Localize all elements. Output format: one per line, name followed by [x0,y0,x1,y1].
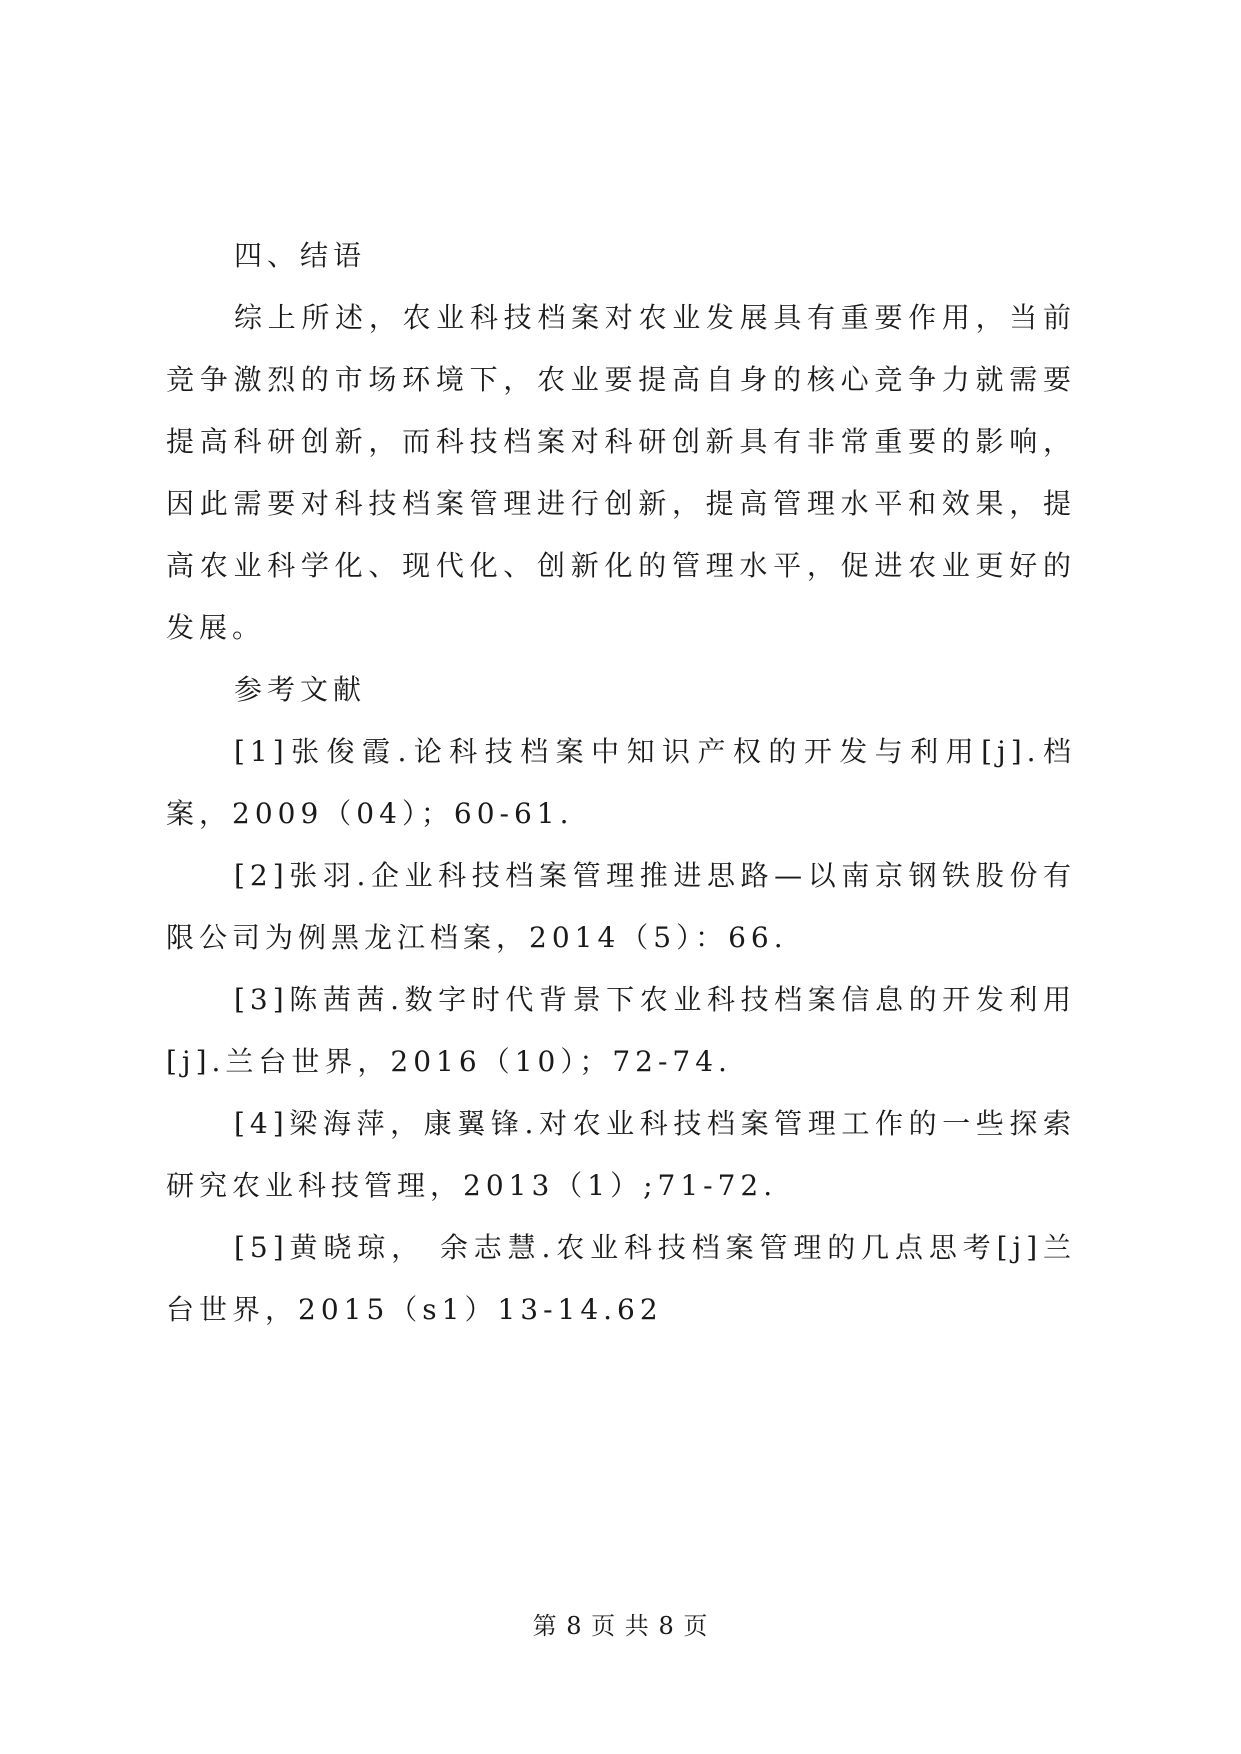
conclusion-paragraph: 综上所述，农业科技档案对农业发展具有重要作用，当前竞争激烈的市场环境下，农业要提高自身的核心竞争力就需要提高科研创新，而科技档案对科研创新具有非常重要的影响，因此需要对科技档案管理进行创新，提高管理水平和效果，提高农业科学化、现代化、创新化的管理水平，促进农业更好的发展。 [166,301,1076,644]
page-content [166,225,1076,1341]
section-heading: 四、结语 [234,239,367,272]
reference-item-3: [3]陈茜茜.数字时代背景下农业科技档案信息的开发利用[j].兰台世界，2016（10）；72-74. [166,983,1076,1078]
page-footer [0,1606,1241,1646]
page-number-label: 第 8 页 共 8 页 [532,1612,709,1640]
reference-item-1: [1]张俊霞.论科技档案中知识产权的开发与利用[j].档案，2009（04）；60-61. [166,735,1076,830]
reference-item-4: [4]梁海萍，康翼锋.对农业科技档案管理工作的一些探索研究农业科技管理，2013（1）;71-72. [166,1107,1076,1202]
reference-item-5: [5]黄晓琼， 余志慧.农业科技档案管理的几点思考[j]兰台世界，2015（s1）13-14.62 [166,1231,1076,1326]
reference-item-2: [2]张羽.企业科技档案管理推进思路—以南京钢铁股份有限公司为例黑龙江档案，2014（5）：66. [166,859,1076,954]
references-heading: 参考文献 [234,673,367,706]
